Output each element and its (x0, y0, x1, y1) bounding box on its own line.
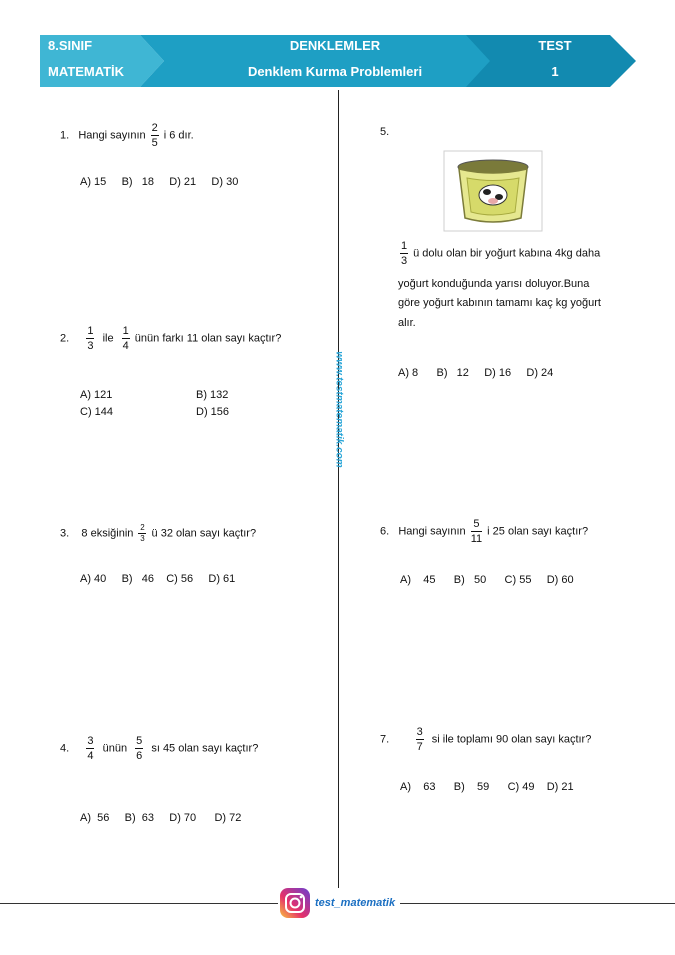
instagram-handle[interactable]: test_matematik (315, 897, 396, 909)
option-d: D) 156 (196, 406, 230, 418)
fraction: $\frac{2}{5}$ (151, 122, 158, 149)
question-number: 5. (380, 126, 390, 138)
question-number: 3. (60, 527, 70, 540)
option-c: C) 144 (80, 406, 114, 418)
question-text: 8 eksiğinin (81, 527, 134, 540)
question-3 (60, 524, 256, 543)
question-text: göre yoğurt kabının tamamı kaç kg yoğurt (398, 297, 601, 309)
question-text: ile (102, 332, 114, 345)
footer (0, 885, 675, 923)
question-number: 4. (60, 742, 70, 755)
instagram-icon[interactable] (279, 887, 311, 919)
question-4 (60, 735, 258, 762)
question-number: 1. (60, 129, 70, 142)
question-text: ü 32 olan sayı kaçtır? (151, 527, 257, 540)
question-text: ü dolu olan bir yoğurt kabına 4kg daha (413, 247, 601, 260)
question-2 (60, 325, 281, 352)
option-b: B) 132 (196, 389, 229, 401)
question-1 (60, 122, 194, 149)
fraction: $\frac{5}{6}$ (136, 735, 143, 762)
fraction: $\frac{1}{3}$ (87, 325, 94, 352)
fraction: $\frac{3}{4}$ (87, 735, 94, 762)
question-number: 2. (60, 332, 70, 345)
test-label: TEST (538, 38, 572, 53)
page-subtitle: Denklem Kurma Problemleri (247, 64, 423, 79)
answer-options: A) 8 B) 12 D) 16 D) 24 (398, 367, 554, 379)
question-text: si ile toplamı 90 olan sayı kaçtır? (431, 733, 592, 746)
fraction: $\frac{5}{11}$ (470, 518, 483, 545)
fraction: $\frac{3}{7}$ (416, 726, 423, 753)
question-text: i 25 olan sayı kaçtır? (487, 525, 589, 538)
grade-label: 8.SINIF (48, 38, 93, 53)
question-text: sı 45 olan sayı kaçtır? (151, 742, 259, 755)
question-text: yoğurt konduğunda yarısı doluyor.Buna (398, 278, 590, 290)
question-text: ünün (102, 742, 128, 755)
fraction: $\frac{2}{3}$ (140, 523, 145, 543)
question-text: alır. (398, 317, 416, 329)
answer-options: A) 15 B) 18 D) 21 D) 30 (80, 176, 239, 188)
answer-options: A) 56 B) 63 D) 70 D) 72 (80, 812, 242, 824)
option-a: A) 121 (80, 389, 113, 401)
question-7 (380, 726, 591, 753)
question-text: i 6 dır. (163, 129, 194, 142)
fraction: $\frac{1}{4}$ (122, 325, 129, 352)
question-text: Hangi sayının (78, 129, 146, 142)
question-6 (380, 518, 588, 545)
question-text: Hangi sayının (398, 525, 466, 538)
question-5-line1 (398, 240, 600, 267)
fraction: $\frac{1}{3}$ (400, 240, 408, 267)
yogurt-container-image (443, 150, 543, 232)
answer-options: A) 63 B) 59 C) 49 D) 21 (400, 781, 574, 793)
watermark-text: www.testmatematik.com (333, 351, 345, 468)
question-number: 7. (380, 733, 390, 746)
subject-label: MATEMATİK (48, 64, 125, 79)
question-number: 6. (380, 525, 390, 538)
page-title: DENKLEMLER (289, 38, 381, 53)
test-number: 1 (551, 64, 559, 79)
answer-options: A) 40 B) 46 C) 56 D) 61 (80, 573, 236, 585)
question-text: ünün farkı 11 olan sayı kaçtır? (134, 332, 282, 345)
column-divider (338, 90, 339, 895)
answer-options: A) 45 B) 50 C) 55 D) 60 (400, 574, 574, 586)
